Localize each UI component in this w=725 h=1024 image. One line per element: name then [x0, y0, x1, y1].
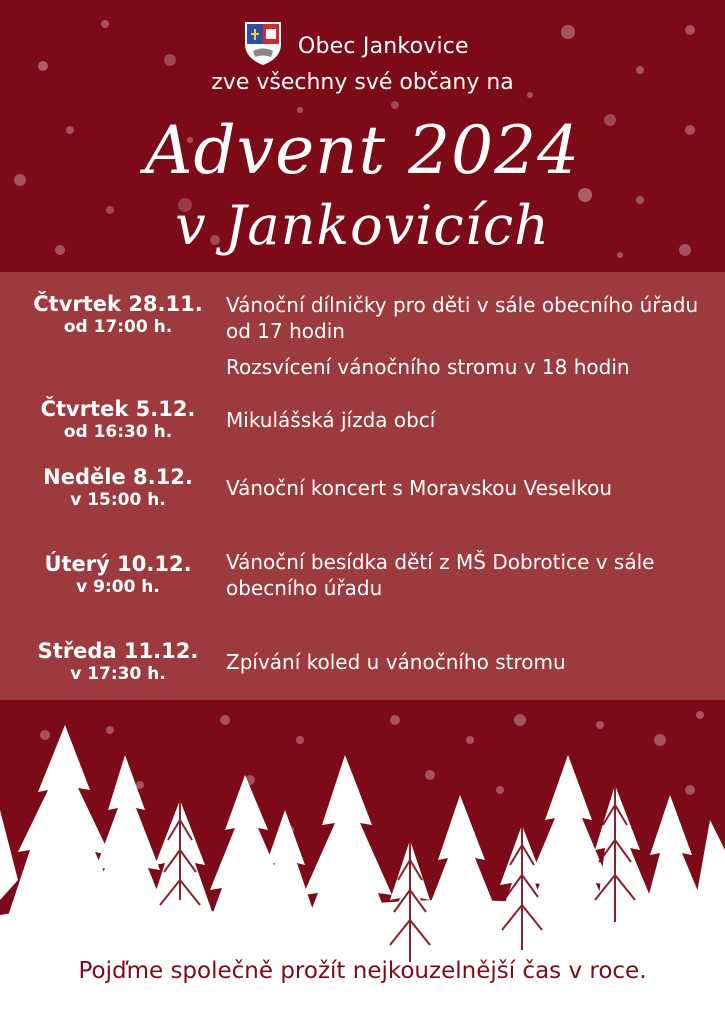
program-day: Čtvrtek 28.11.	[33, 292, 203, 316]
program-time: v 17:30 h.	[70, 664, 166, 684]
program-date	[18, 397, 218, 443]
invitation-line: zve všechny své občany na	[211, 70, 514, 95]
program-activity: Mikulášská jízda obcí	[226, 408, 436, 432]
program-time: v 9:00 h.	[76, 577, 160, 597]
program-day: Středa 11.12.	[37, 639, 199, 663]
program-date	[18, 292, 218, 338]
poster-header	[0, 0, 725, 272]
program-time: od 17:00 h.	[63, 317, 173, 337]
program-activity: Vánoční koncert s Moravskou Veselkou	[226, 476, 613, 500]
program-activity: Rozsvícení vánočního stromu v 18 hodin	[226, 355, 630, 379]
program-date	[18, 465, 218, 511]
program-day: Úterý 10.12.	[44, 552, 192, 576]
program-time: od 16:30 h.	[63, 422, 173, 442]
municipal-coat-of-arms-icon	[243, 20, 283, 66]
program-activity: Vánoční besídka dětí z MŠ Dobrotice v sále obecního úřadu	[226, 550, 655, 600]
program-date	[18, 639, 218, 685]
poster-subtitle: v Jankovicích	[175, 194, 550, 257]
program-date	[18, 552, 218, 598]
program-day: Neděle 8.12.	[43, 465, 193, 489]
footer-slogan: Pojďme společně prožít nejkouzelnější čas v roce.	[78, 958, 647, 984]
program-day: Čtvrtek 5.12.	[40, 397, 196, 421]
program-activity: Vánoční dílničky pro děti v sále obecního úřadu od 17 hodin	[226, 293, 699, 343]
program-panel	[0, 272, 725, 700]
organizer-name: Obec Jankovice	[298, 34, 469, 59]
poster-title: Advent 2024	[144, 112, 581, 189]
program-activity: Zpívání koled u vánočního stromu	[226, 650, 566, 674]
program-time: v 15:00 h.	[70, 490, 166, 510]
